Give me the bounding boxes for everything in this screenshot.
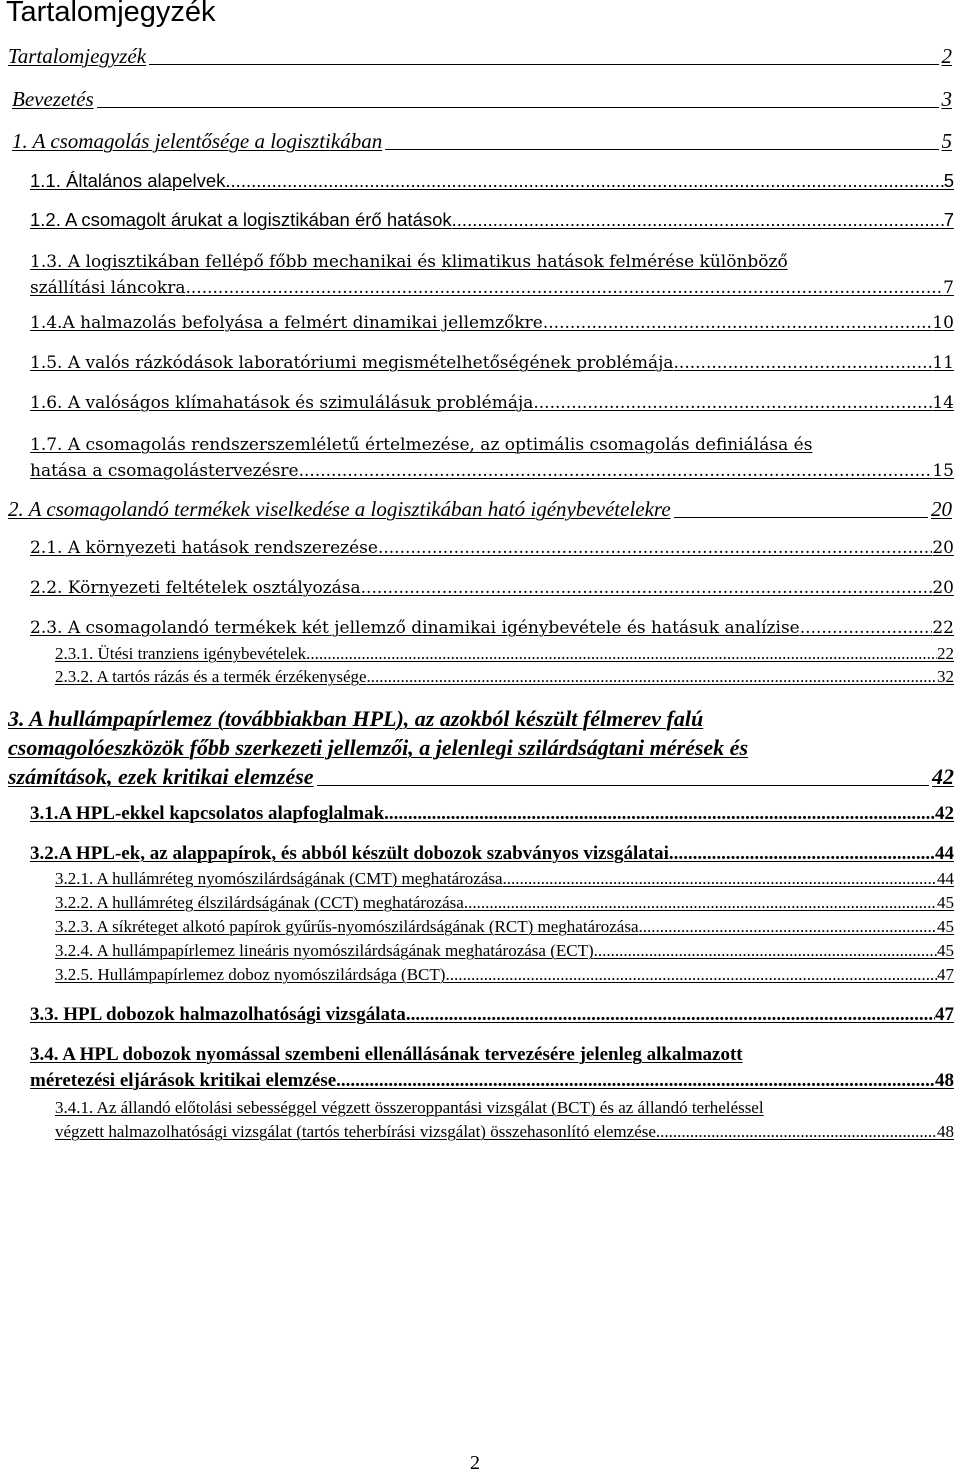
- toc-entry-tartalomjegyzek[interactable]: Tartalomjegyzék 2: [8, 44, 952, 68]
- toc-entry-2-1[interactable]: 2.1. A környezeti hatások rendszerezése ..... 20: [30, 538, 954, 558]
- toc-entry-3-2-2[interactable]: 3.2.2. A hullámréteg élszilárdságának (CCT) meghatározása ..... 45: [55, 893, 954, 913]
- toc-entry-3-2-5[interactable]: 3.2.5. Hullámpapírlemez doboz nyomószilárdsága (BCT) ..... 47: [55, 965, 954, 985]
- toc-entry-1-7[interactable]: 1.7. A csomagolás rendszerszemléletű értelmezése, az optimális csomagolás definiálása és hatása a csomagolástervezésre ..... 15: [30, 432, 954, 484]
- toc-entry-2-3[interactable]: 2.3. A csomagolandó termékek két jellemző dinamikai igénybevétele és hatásuk analízise ..... 22: [30, 618, 954, 638]
- toc-entry-1-4[interactable]: 1.4.A halmazolás befolyása a felmért dinamikai jellemzőkre ..... 10: [30, 313, 954, 333]
- toc-entry-1-3[interactable]: 1.3. A logisztikában fellépő főbb mechanikai és klimatikus hatások felmérése különböző szállítási láncokra ..... 7: [30, 249, 954, 301]
- toc-entry-3-4-1[interactable]: 3.4.1. Az állandó előtolási sebességgel végzett összeroppantási vizsgálat (BCT) és az állandó terheléssel végzett halmazolhatósági vizsgálat (tartós teherbírási vizsgálat) összehasonlító elemzése ..... 48: [55, 1096, 954, 1144]
- toc-entry-3-4[interactable]: 3.4. A HPL dobozok nyomással szembeni ellenállásának tervezésére jelenleg alkalmazott méretezési eljárások kritikai elemzése ..... 48: [30, 1042, 954, 1094]
- toc-entry-3-1[interactable]: 3.1.A HPL-ekkel kapcsolatos alapfoglalmak ..... 42: [30, 803, 954, 825]
- toc-entry-1[interactable]: 1. A csomagolás jelentősége a logisztikában 5: [12, 129, 952, 153]
- toc-entry-1-2[interactable]: 1.2. A csomagolt árukat a logisztikában érő hatások ..... 7: [30, 209, 954, 231]
- toc-entry-3[interactable]: 3. A hullámpapírlemez (továbbiakban HPL), az azokból készült félmerev falú csomagolóeszközök főbb szerkezeti jellemzői, a jelenlegi szilárdságtani mérések és számítások, ezek kritikai elemzése 42: [8, 706, 954, 789]
- page-number: 2: [470, 1452, 480, 1474]
- toc-entry-3-2-1[interactable]: 3.2.1. A hullámréteg nyomószilárdságának (CMT) meghatározása ..... 44: [55, 869, 954, 889]
- toc-entry-bevezetes[interactable]: Bevezetés 3: [12, 87, 952, 111]
- toc-entry-2-2[interactable]: 2.2. Környezeti feltételek osztályozása ..... 20: [30, 578, 954, 598]
- toc-entry-3-2-3[interactable]: 3.2.3. A síkréteget alkotó papírok gyűrűs-nyomószilárdságának (RCT) meghatározása ..... 45: [55, 917, 954, 937]
- toc-entry-2[interactable]: 2. A csomagolandó termékek viselkedése a logisztikában ható igénybevételekre 20: [8, 497, 952, 521]
- toc-entry-1-1[interactable]: 1.1. Általános alapelvek ..... 5: [30, 170, 954, 192]
- toc-entry-2-3-2[interactable]: 2.3.2. A tartós rázás és a termék érzékenysége ..... 32: [55, 667, 954, 687]
- toc-entry-3-2[interactable]: 3.2.A HPL-ek, az alappapírok, és abból készült dobozok szabványos vizsgálatai ..... 44: [30, 843, 954, 865]
- page-title: Tartalomjegyzék: [6, 0, 216, 28]
- toc-entry-1-6[interactable]: 1.6. A valóságos klímahatások és szimulálásuk problémája ..... 14: [30, 393, 954, 413]
- toc-entry-3-3[interactable]: 3.3. HPL dobozok halmazolhatósági vizsgálata ..... 47: [30, 1004, 954, 1026]
- toc-entry-1-5[interactable]: 1.5. A valós rázkódások laboratóriumi megismételhetőségének problémája ..... 11: [30, 353, 954, 373]
- toc-entry-2-3-1[interactable]: 2.3.1. Ütési tranziens igénybevételek ..... 22: [55, 644, 954, 664]
- toc-entry-3-2-4[interactable]: 3.2.4. A hullámpapírlemez lineáris nyomószilárdságának meghatározása (ECT) ..... 45: [55, 941, 954, 961]
